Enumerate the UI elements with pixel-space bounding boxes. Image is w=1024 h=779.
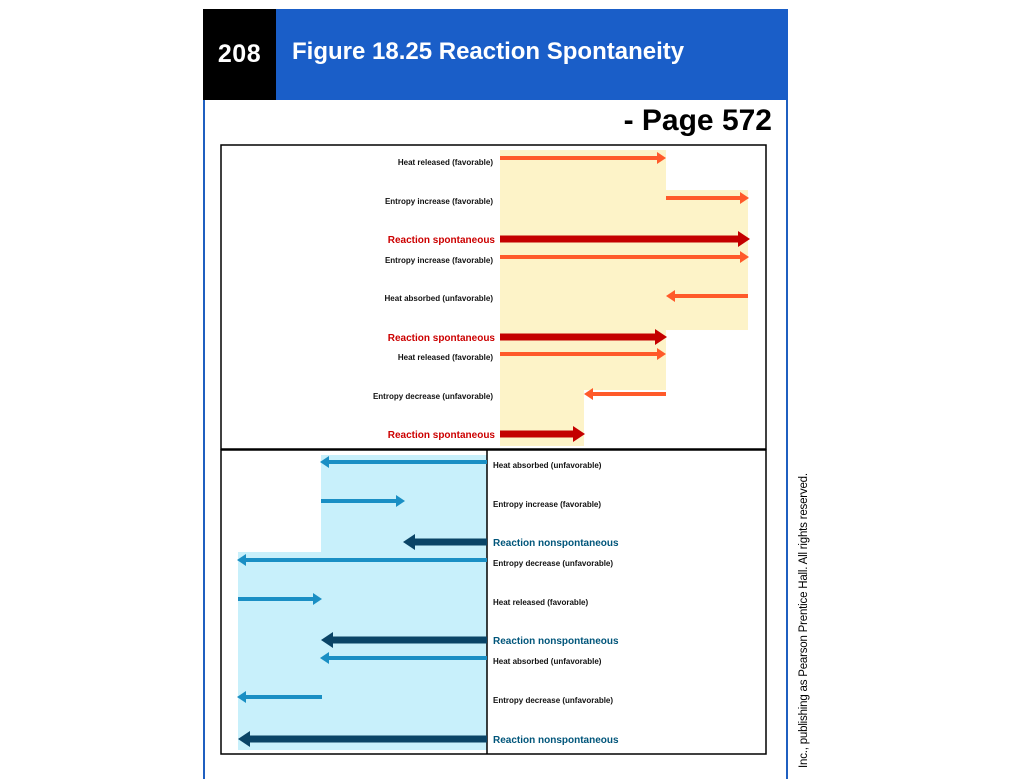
spontaneous-panel — [221, 145, 766, 449]
label-heat-released: Heat released (favorable) — [493, 598, 589, 607]
label-heat-absorbed-1: Heat absorbed (unfavorable) — [493, 461, 602, 470]
label-heat-released-2: Heat released (favorable) — [397, 353, 493, 362]
label-reaction-nonspontaneous-1: Reaction nonspontaneous — [493, 538, 619, 549]
label-heat-absorbed: Heat absorbed (unfavorable) — [384, 294, 493, 303]
page-reference: - Page 572 — [623, 104, 772, 137]
label-reaction-spontaneous-3: Reaction spontaneous — [387, 430, 495, 441]
figure-title: Figure 18.25 Reaction Spontaneity — [292, 38, 685, 65]
label-entropy-increase-1: Entropy increase (favorable) — [384, 197, 493, 206]
label-heat-absorbed-2: Heat absorbed (unfavorable) — [493, 657, 602, 666]
label-entropy-decrease-2: Entropy decrease (unfavorable) — [493, 696, 614, 705]
label-reaction-nonspontaneous-3: Reaction nonspontaneous — [493, 735, 619, 746]
label-entropy-decrease: Entropy decrease (unfavorable) — [372, 392, 493, 401]
label-entropy-increase: Entropy increase (favorable) — [493, 500, 602, 509]
nonspontaneous-panel — [221, 450, 766, 754]
label-reaction-spontaneous-1: Reaction spontaneous — [387, 235, 495, 246]
label-entropy-decrease-1: Entropy decrease (unfavorable) — [493, 559, 614, 568]
page-number: 208 — [203, 9, 276, 100]
copyright-notice: Inc., publishing as Pearson Prentice Hall. All rights reserved. — [798, 473, 810, 768]
label-reaction-nonspontaneous-2: Reaction nonspontaneous — [493, 636, 619, 647]
label-heat-released-1: Heat released (favorable) — [397, 158, 493, 167]
label-entropy-increase-2: Entropy increase (favorable) — [384, 256, 493, 265]
label-reaction-spontaneous-2: Reaction spontaneous — [387, 333, 495, 344]
